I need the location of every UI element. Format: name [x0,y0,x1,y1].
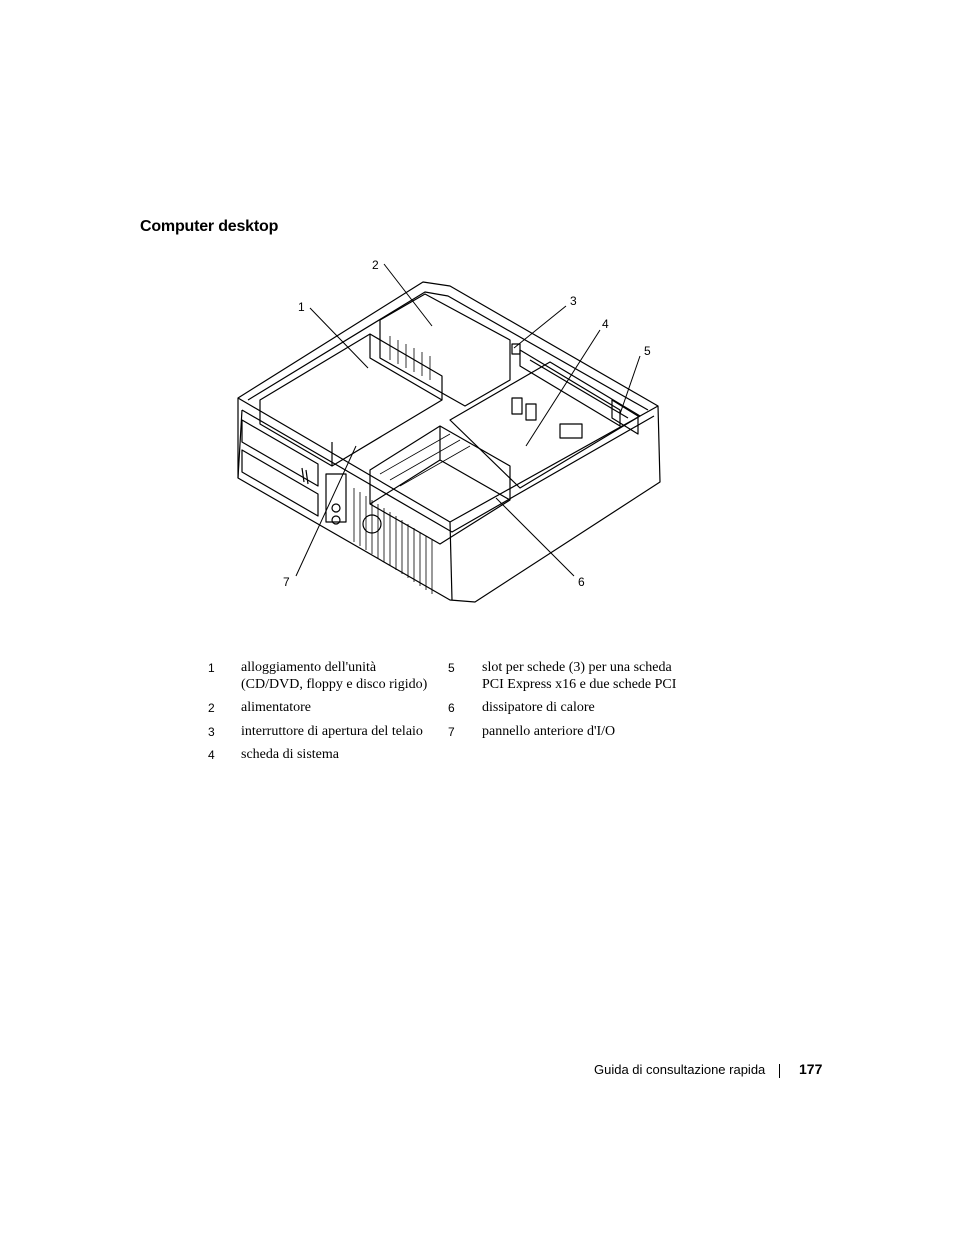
legend-num-1: 1 [208,661,215,675]
legend-num-4: 4 [208,748,215,762]
footer-separator [779,1064,780,1078]
section-title: Computer desktop [140,218,279,235]
legend-text-5b: PCI Express x16 e due schede PCI [482,677,677,692]
computer-drawing [220,250,700,620]
power-supply [380,294,510,406]
callout-3: 3 [570,294,577,308]
legend-num-2: 2 [208,701,215,715]
legend-text-4: scheda di sistema [241,747,339,762]
callout-5: 5 [644,344,651,358]
legend-text-7: pannello anteriore d'I/O [482,724,616,739]
legend-num-5: 5 [448,661,455,675]
front-io-panel [326,474,346,522]
chassis-intrusion-switch [512,344,520,354]
callout-1: 1 [298,300,305,314]
legend-text-1a: alloggiamento dell'unità [241,660,377,675]
callout-4: 4 [602,317,609,331]
footer-guide-title: Guida di consultazione rapida [594,1062,766,1077]
callout-7: 7 [283,575,290,589]
legend-text-5a: slot per schede (3) per una scheda [482,660,672,675]
expansion-slot-2 [530,360,628,418]
expansion-slot-1 [520,350,620,426]
callout-6: 6 [578,575,585,589]
legend-text-1b: (CD/DVD, floppy e disco rigido) [241,677,428,692]
callout-2: 2 [372,258,379,272]
legend-text-3: interruttore di apertura del telaio [241,724,423,739]
drive-bay-lower [242,450,318,516]
legend-num-7: 7 [448,725,455,739]
legend-text-6: dissipatore di calore [482,700,595,715]
legend-text-2: alimentatore [241,700,311,715]
legend-num-6: 6 [448,701,455,715]
page-number: 177 [799,1061,823,1077]
computer-illustration [220,250,700,620]
legend-num-3: 3 [208,725,215,739]
